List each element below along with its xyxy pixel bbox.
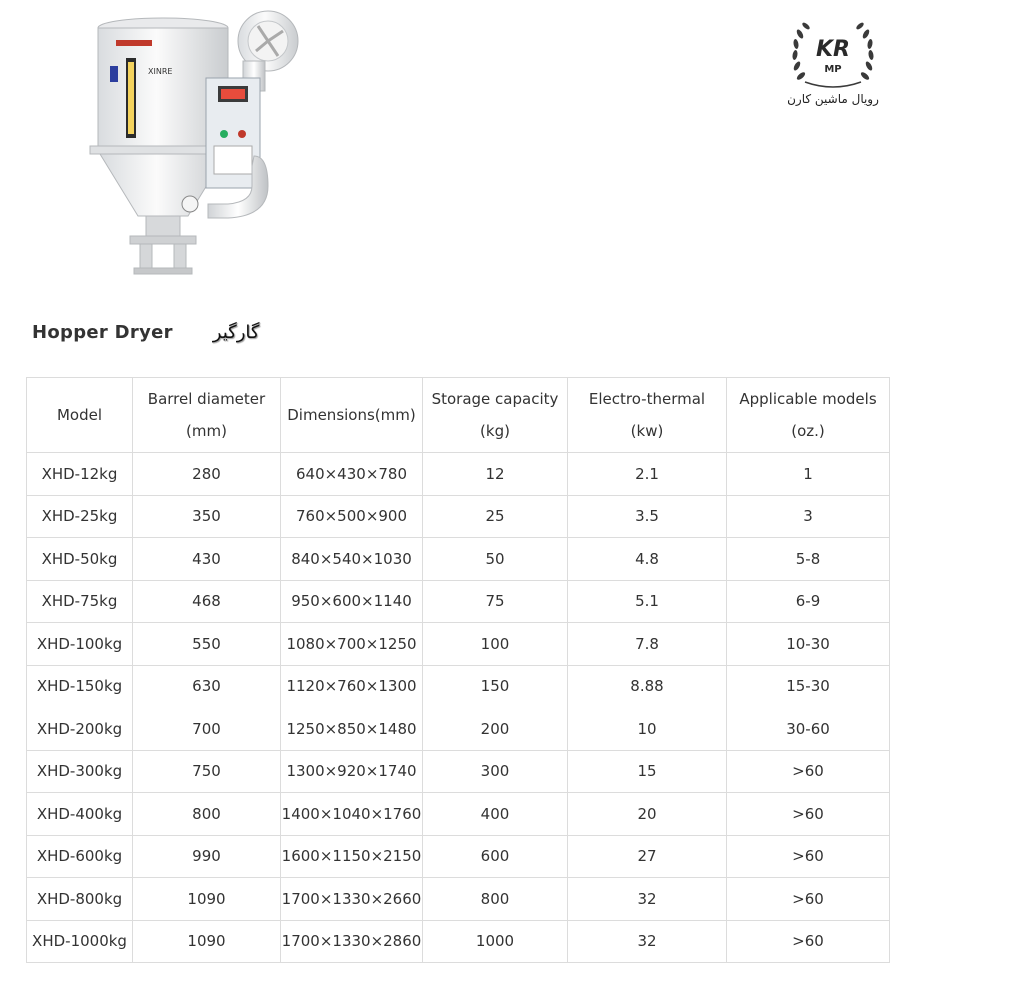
cell-storage-capacity: 12 xyxy=(423,453,568,496)
cell-barrel-diameter: 430 xyxy=(133,538,281,581)
spec-table xyxy=(26,377,890,963)
cell-dimensions: 1600×1150×2150 xyxy=(281,835,423,878)
cell-dimensions: 1120×760×1300 xyxy=(281,665,423,708)
cell-applicable-models: 10-30 xyxy=(727,623,890,666)
table-row xyxy=(27,793,890,836)
cell-barrel-diameter: 1090 xyxy=(133,878,281,921)
cell-model: XHD-200kg xyxy=(27,708,133,751)
heading-row xyxy=(32,318,259,346)
logo-caption: رویال ماشین کارن xyxy=(787,92,879,106)
cell-model: XHD-12kg xyxy=(27,453,133,496)
cell-storage-capacity: 25 xyxy=(423,495,568,538)
table-row xyxy=(27,623,890,666)
header-dimensions: Dimensions(mm) xyxy=(281,378,423,453)
cell-storage-capacity: 600 xyxy=(423,835,568,878)
cell-electro-thermal: 3.5 xyxy=(568,495,727,538)
cell-applicable-models: >60 xyxy=(727,920,890,963)
cell-storage-capacity: 100 xyxy=(423,623,568,666)
cell-applicable-models: >60 xyxy=(727,878,890,921)
cell-dimensions: 1700×1330×2660 xyxy=(281,878,423,921)
cell-electro-thermal: 7.8 xyxy=(568,623,727,666)
cell-applicable-models: 6-9 xyxy=(727,580,890,623)
svg-text:XINRE: XINRE xyxy=(148,67,173,76)
table-row xyxy=(27,708,890,751)
cell-storage-capacity: 300 xyxy=(423,750,568,793)
table-row xyxy=(27,495,890,538)
header-applicable-models: Applicable models (oz.) xyxy=(727,378,890,453)
cell-dimensions: 1300×920×1740 xyxy=(281,750,423,793)
cell-dimensions: 640×430×780 xyxy=(281,453,423,496)
cell-applicable-models: >60 xyxy=(727,750,890,793)
cell-applicable-models: 3 xyxy=(727,495,890,538)
cell-electro-thermal: 2.1 xyxy=(568,453,727,496)
cell-dimensions: 760×500×900 xyxy=(281,495,423,538)
cell-model: XHD-50kg xyxy=(27,538,133,581)
cell-model: XHD-1000kg xyxy=(27,920,133,963)
table-header-row xyxy=(27,378,890,453)
cell-electro-thermal: 32 xyxy=(568,878,727,921)
cell-model: XHD-800kg xyxy=(27,878,133,921)
cell-dimensions: 1250×850×1480 xyxy=(281,708,423,751)
logo-sub: MP xyxy=(824,64,842,75)
laurel-logo-icon xyxy=(785,18,881,90)
cell-model: XHD-400kg xyxy=(27,793,133,836)
table-row xyxy=(27,920,890,963)
cell-electro-thermal: 8.88 xyxy=(568,665,727,708)
cell-dimensions: 1080×700×1250 xyxy=(281,623,423,666)
cell-electro-thermal: 10 xyxy=(568,708,727,751)
cell-dimensions: 840×540×1030 xyxy=(281,538,423,581)
cell-applicable-models: 5-8 xyxy=(727,538,890,581)
cell-storage-capacity: 1000 xyxy=(423,920,568,963)
cell-model: XHD-100kg xyxy=(27,623,133,666)
company-logo xyxy=(774,18,892,114)
hopper-dryer-image xyxy=(78,6,318,282)
table-row xyxy=(27,878,890,921)
cell-barrel-diameter: 550 xyxy=(133,623,281,666)
cell-storage-capacity: 200 xyxy=(423,708,568,751)
cell-dimensions: 950×600×1140 xyxy=(281,580,423,623)
cell-barrel-diameter: 990 xyxy=(133,835,281,878)
cell-applicable-models: >60 xyxy=(727,835,890,878)
cell-electro-thermal: 32 xyxy=(568,920,727,963)
cell-barrel-diameter: 280 xyxy=(133,453,281,496)
cell-dimensions: 1700×1330×2860 xyxy=(281,920,423,963)
cell-applicable-models: 1 xyxy=(727,453,890,496)
cell-storage-capacity: 75 xyxy=(423,580,568,623)
product-photo xyxy=(78,6,318,282)
cell-applicable-models: >60 xyxy=(727,793,890,836)
cell-model: XHD-300kg xyxy=(27,750,133,793)
page-title-persian: گارگیر xyxy=(212,321,260,343)
header-model: Model xyxy=(27,378,133,453)
cell-barrel-diameter: 800 xyxy=(133,793,281,836)
cell-barrel-diameter: 350 xyxy=(133,495,281,538)
table-row xyxy=(27,538,890,581)
table-row xyxy=(27,453,890,496)
cell-electro-thermal: 5.1 xyxy=(568,580,727,623)
table-row xyxy=(27,835,890,878)
cell-barrel-diameter: 700 xyxy=(133,708,281,751)
cell-electro-thermal: 15 xyxy=(568,750,727,793)
table-row xyxy=(27,665,890,708)
logo-mark: KR xyxy=(816,37,850,62)
cell-storage-capacity: 400 xyxy=(423,793,568,836)
cell-barrel-diameter: 750 xyxy=(133,750,281,793)
cell-model: XHD-600kg xyxy=(27,835,133,878)
cell-electro-thermal: 27 xyxy=(568,835,727,878)
cell-applicable-models: 15-30 xyxy=(727,665,890,708)
cell-storage-capacity: 800 xyxy=(423,878,568,921)
cell-barrel-diameter: 468 xyxy=(133,580,281,623)
cell-electro-thermal: 20 xyxy=(568,793,727,836)
header-barrel-diameter: Barrel diameter (mm) xyxy=(133,378,281,453)
cell-model: XHD-25kg xyxy=(27,495,133,538)
cell-storage-capacity: 50 xyxy=(423,538,568,581)
table-row xyxy=(27,580,890,623)
cell-barrel-diameter: 1090 xyxy=(133,920,281,963)
cell-applicable-models: 30-60 xyxy=(727,708,890,751)
cell-model: XHD-75kg xyxy=(27,580,133,623)
header-storage-capacity: Storage capacity (kg) xyxy=(423,378,568,453)
cell-model: XHD-150kg xyxy=(27,665,133,708)
page-title: Hopper Dryer xyxy=(32,321,173,343)
header-electro-thermal: Electro-thermal (kw) xyxy=(568,378,727,453)
cell-electro-thermal: 4.8 xyxy=(568,538,727,581)
table-row xyxy=(27,750,890,793)
cell-barrel-diameter: 630 xyxy=(133,665,281,708)
cell-dimensions: 1400×1040×1760 xyxy=(281,793,423,836)
cell-storage-capacity: 150 xyxy=(423,665,568,708)
